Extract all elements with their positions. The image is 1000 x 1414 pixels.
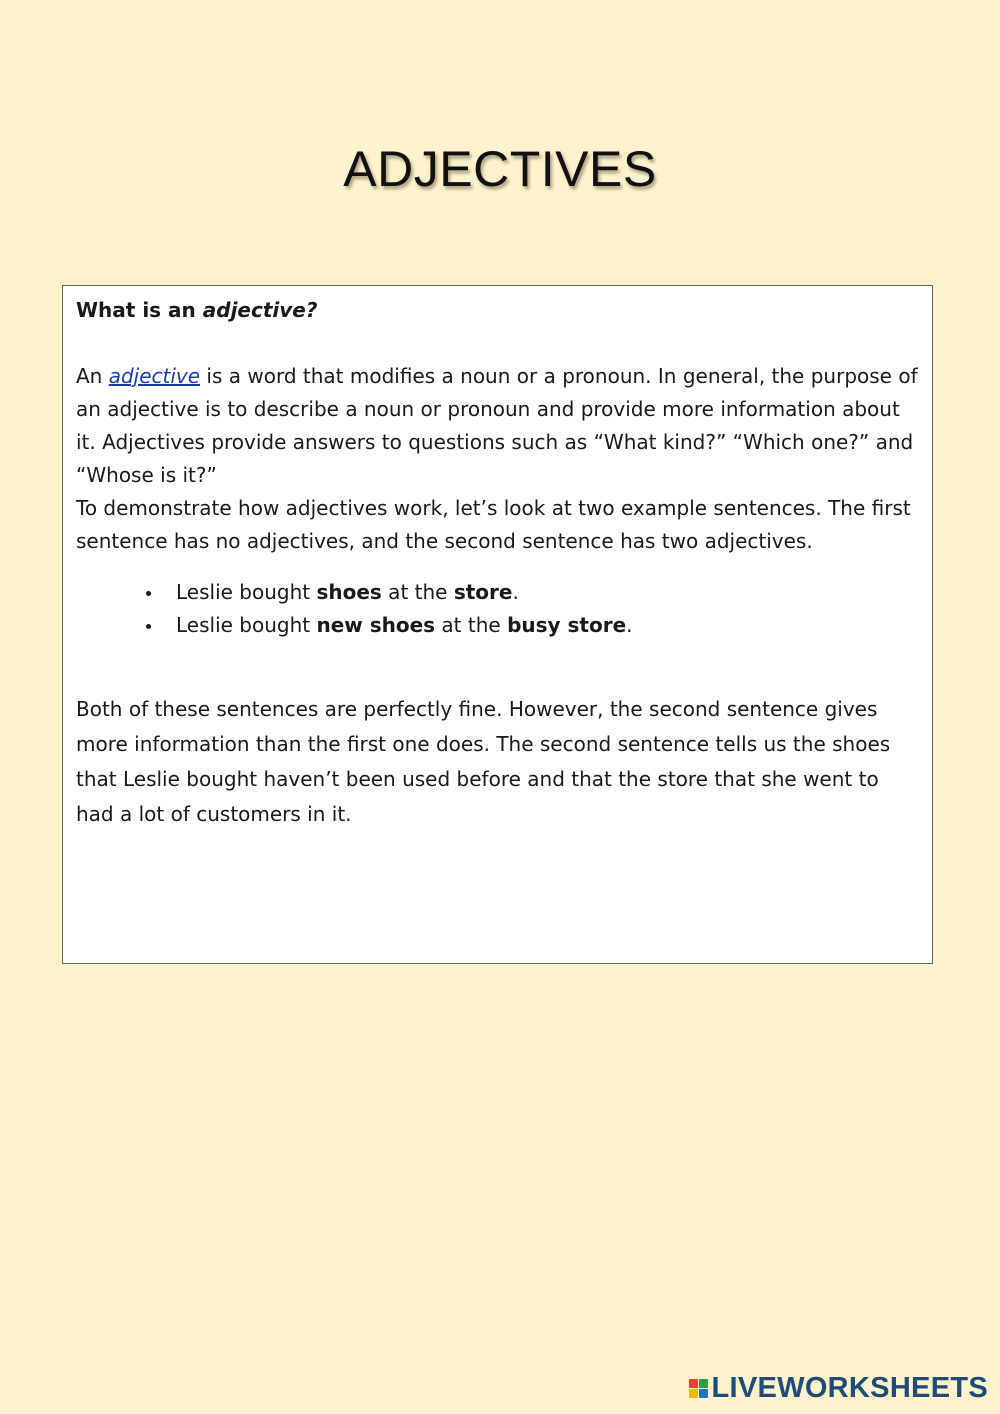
heading-term: adjective?	[202, 298, 318, 322]
intro-after-link: is a word that modifies a noun or a pronoun. In general, the purpose of an adjective is to describe a noun or pronoun and provide more information about it. Adjectives provide answers to questions such as “What kind?” “Which one?” and “Whose is it?”	[76, 364, 918, 487]
list-item	[176, 576, 921, 609]
liveworksheets-brand[interactable]	[689, 1372, 989, 1404]
example-text: at the	[381, 580, 454, 604]
example-bold: busy store	[507, 613, 627, 637]
example-text: Leslie bought	[176, 613, 317, 637]
example-bold: shoes	[316, 580, 382, 604]
example-bold: new shoes	[316, 613, 436, 637]
example-list	[76, 576, 921, 642]
list-item	[176, 609, 921, 642]
liveworksheets-logo-icon	[689, 1379, 708, 1398]
example-bold: store	[453, 580, 513, 604]
demo-text: To demonstrate how adjectives work, let’s look at two example sentences. The first sentence has no adjectives, and the second sentence has two adjectives.	[76, 496, 911, 553]
page-title: ADJECTIVES	[343, 141, 657, 197]
content-box	[62, 285, 933, 964]
content-box-inner	[76, 294, 921, 832]
heading-prefix: What is an	[76, 298, 203, 322]
section-heading	[76, 294, 921, 327]
conclusion-paragraph: Both of these sentences are perfectly fine. However, the second sentence gives more information than the first one does. The second sentence tells us the shoes that Leslie bought haven’t been used before and that the store that she went to had a lot of customers in it.	[76, 697, 891, 826]
example-text: .	[626, 613, 633, 637]
example-text: at the	[435, 613, 508, 637]
intro-before-link: An	[76, 364, 109, 388]
brand-name: LIVEWORKSHEETS	[711, 1371, 988, 1404]
example-text: Leslie bought	[176, 580, 317, 604]
intro-paragraph	[76, 360, 921, 558]
adjective-link[interactable]: adjective	[108, 364, 201, 388]
example-text: .	[512, 580, 519, 604]
